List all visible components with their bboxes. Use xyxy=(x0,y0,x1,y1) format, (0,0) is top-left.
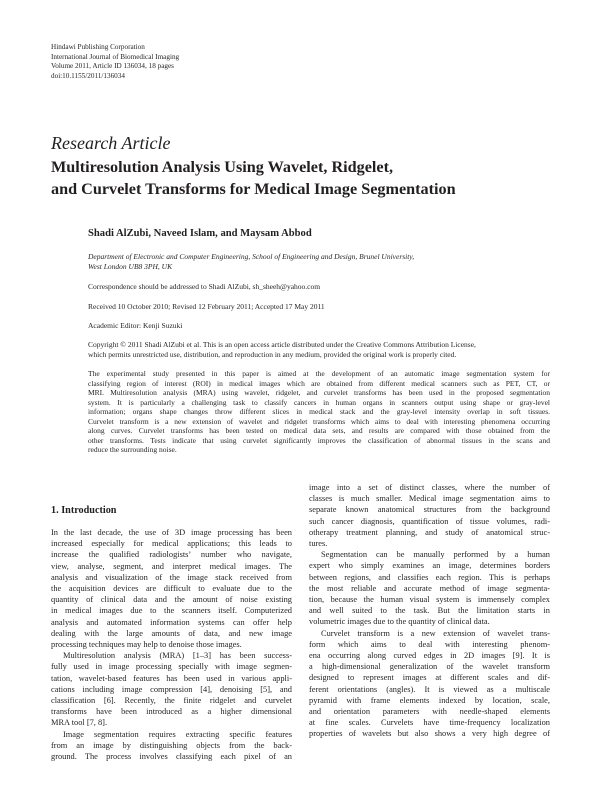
right-column xyxy=(309,482,550,740)
title-line: Multiresolution Analysis Using Wavelet, Ridgelet, xyxy=(51,158,394,176)
paper-title xyxy=(51,156,456,200)
text-line: a high-dimensional generalization of the wavelet transform xyxy=(309,662,550,672)
author-list: Shadi AlZubi, Naveed Islam, and Maysam Abbod xyxy=(88,228,312,239)
copyright-line: which permits unrestricted use, distribution, and reproduction in any medium, provided the original work is properly cited. xyxy=(88,350,457,360)
text-line: and well suited to the task. But the limitation starts in xyxy=(309,606,550,616)
copyright-line: Copyright © 2011 Shadi AlZubi et al. This is an open access article distributed under the Creative Commons Attribution License, xyxy=(88,340,476,349)
text-line: Curvelet transform is a new extension of wavelet trans- xyxy=(321,628,550,638)
journal-header xyxy=(51,43,179,81)
text-line: Segmentation can be manually performed by a human xyxy=(321,550,550,560)
volume-line: Volume 2011, Article ID 136034, 18 pages xyxy=(51,62,174,71)
abstract-line: MRI. Multiresolution analysis (MRA) using wavelet, ridgelet, and curvelet transforms has been used in the proposed segmentation xyxy=(88,388,550,397)
abstract-line: classifying region of interest (ROI) in medical images which are obtained from different medical scanners such as PET, CT, or xyxy=(88,378,550,388)
text-line: image into a set of distinct classes, where the number of xyxy=(309,483,550,492)
copyright-notice xyxy=(88,340,550,360)
editor-text: Academic Editor: Kenji Suzuki xyxy=(88,321,183,330)
text-line: Image segmentation requires extracting specific features xyxy=(63,729,292,739)
text-line: increased especially for medical applications; this leads to xyxy=(51,539,292,549)
affiliation-line: Department of Electronic and Computer Engineering, School of Engineering and Design, Brunel University, xyxy=(88,252,415,261)
text-line: ferent orientations (angles). It is viewed as a multiscale xyxy=(309,684,550,694)
dates-text: Received 10 October 2010; Revised 12 February 2011; Accepted 17 May 2011 xyxy=(88,302,325,311)
text-line: tion, because the human visual system is immensely complex xyxy=(309,595,550,605)
text-line: properties of wavelets but also shows a very high degree of xyxy=(309,729,550,739)
text-line: volumetric images due to the quantity of clinical data. xyxy=(309,617,490,627)
text-line: classification [6]. Recently, the finite ridgelet and curvelet xyxy=(51,696,292,706)
abstract-line: other transforms. Tests indicate that using curvelet significantly improves the classification of abnormal tissues in the scans and xyxy=(88,435,550,445)
affiliation-line: West London UB8 3PH, UK xyxy=(88,262,173,272)
text-line: analysis and automated information systems can offer help xyxy=(51,617,292,627)
left-column xyxy=(51,504,292,762)
abstract-line: Curvelet transform is a new extension of wavelet and ridgelet transforms which aims to deal with interesting phenomena occurring xyxy=(88,416,550,426)
text-line: designed to represent images at different scales and dif- xyxy=(309,673,550,683)
doi-line: doi:10.1155/2011/136034 xyxy=(51,71,125,80)
text-line: expert who simply examines an image, determines borders xyxy=(309,561,550,571)
text-line: fully used in image processing specially with image segmen- xyxy=(51,662,292,672)
text-line: the most reliable and accurate method of image segmenta- xyxy=(309,583,550,593)
text-line: tation, wavelet-based features has been used in various appli- xyxy=(51,673,292,683)
text-line: from an image by distinguishing objects from the back- xyxy=(51,740,292,750)
affiliation xyxy=(88,252,550,272)
text-line: pyramid with frame elements indexed by location, scale, xyxy=(309,695,550,705)
text-line: ena occurring along curved edges in 2D images [9]. It is xyxy=(309,651,550,661)
text-line: dealing with the large amounts of data, and new image xyxy=(51,628,292,638)
text-line: processing techniques may help to denoise those images. xyxy=(51,640,242,650)
text-line: cations including image compression [4], denoising [5], and xyxy=(51,684,292,694)
text-line: transforms have been introduced as a higher dimensional xyxy=(51,707,292,717)
article-dates xyxy=(88,302,550,312)
text-line: between regions, and classifies each region. This is perhaps xyxy=(309,572,550,582)
abstract-line: system. It is particularly a challenging task to classify cancers in human organs in scanners output using shape or gray-level xyxy=(88,397,550,407)
abstract xyxy=(88,369,550,455)
abstract-line: along curves. Curvelet transforms has been tested on medical data sets, and results are compared with those obtained from the xyxy=(88,426,550,435)
text-line: in medical images due to the scanners itself. Computerized xyxy=(51,606,292,616)
text-line: classes is much smaller. Medical image segmentation aims to xyxy=(309,494,550,504)
journal-line: International Journal of Biomedical Imaging xyxy=(51,52,180,61)
text-line: ground. The process involves classifying each pixel of an xyxy=(51,752,292,762)
text-line: quantity of clinical data and the amount of noise existing xyxy=(51,595,292,605)
title-line: and Curvelet Transforms for Medical Image Segmentation xyxy=(51,180,456,198)
abstract-line: reduce the surrounding noise. xyxy=(88,445,177,454)
text-line: view, analyse, segment, and interpret medical images. The xyxy=(51,561,292,571)
text-line: such cancer diagnosis, quantification of tissue volumes, radi- xyxy=(309,516,550,526)
text-line: form which aims to deal with interesting phenom- xyxy=(309,639,550,649)
text-line: Multiresolution analysis (MRA) [1–3] has been success- xyxy=(63,651,292,661)
abstract-line: The experimental study presented in this paper is aimed at the development of an automatic image segmentation system for xyxy=(88,369,550,378)
section-heading: 1. Introduction xyxy=(51,505,117,516)
abstract-line: information; organs shape changes throw different slices in medical stack and the gray-level intensity overlap in soft tissues. xyxy=(88,407,550,416)
text-line: increase the qualified radiologists’ number who navigate, xyxy=(51,550,292,560)
text-line: In the last decade, the use of 3D image processing has been xyxy=(51,528,292,537)
text-line: the acquisition devices are difficult to evaluate due to the xyxy=(51,584,292,594)
correspondence xyxy=(88,282,550,292)
text-line: separate known anatomical structures from the background xyxy=(309,505,550,515)
text-line: MRA tool [7, 8]. xyxy=(51,718,108,728)
text-line: tures. xyxy=(309,539,328,549)
text-line: at fine scales. Curvelets have time-frequency localization xyxy=(309,718,550,728)
text-line: otherapy treatment planning, and study of anatomical struc- xyxy=(309,527,550,537)
academic-editor xyxy=(88,321,550,331)
text-line: and orientation parameters with needle-shaped elements xyxy=(309,707,550,717)
correspondence-text: Correspondence should be addressed to Shadi AlZubi, sh_sheeh@yahoo.com xyxy=(88,282,321,291)
article-type: Research Article xyxy=(51,133,171,153)
text-line: analysis and visualization of the image stack received from xyxy=(51,572,292,582)
publisher-line: Hindawi Publishing Corporation xyxy=(51,43,145,51)
